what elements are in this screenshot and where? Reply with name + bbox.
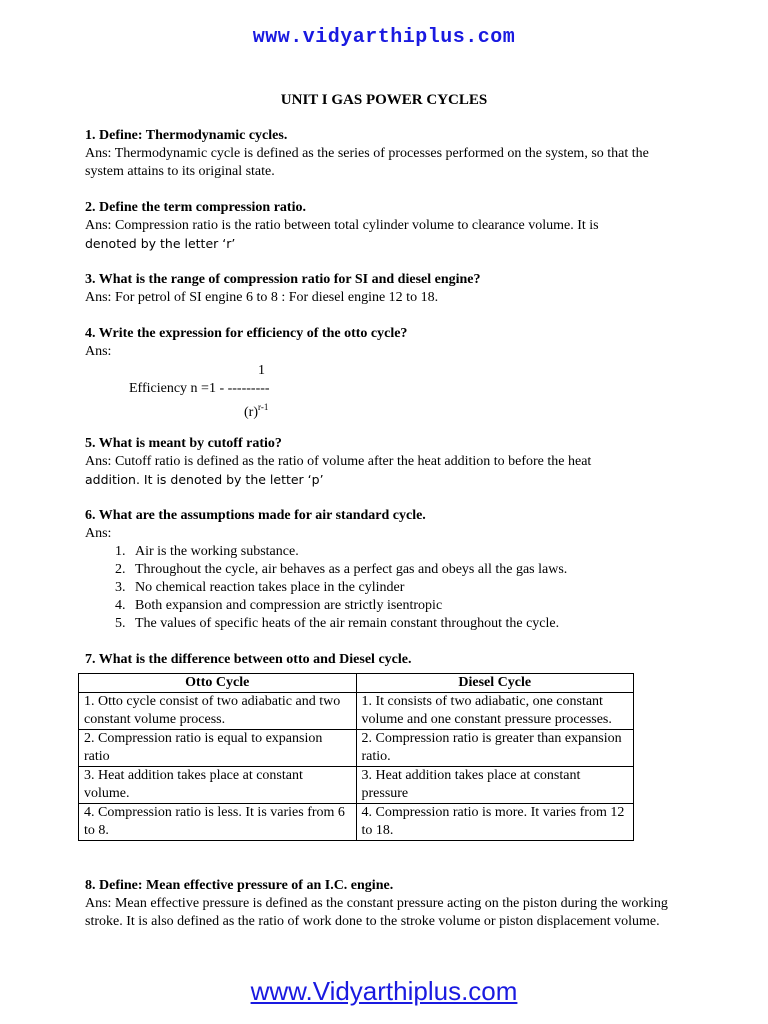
list-item: 4. Both expansion and compression are strictly isentropic — [129, 597, 685, 615]
column-header-otto: Otto Cycle — [79, 674, 357, 693]
table-cell: 4. Compression ratio is less. It is varies from 6 to 8. — [79, 804, 357, 841]
question-3 — [85, 271, 685, 307]
question-4-text: 4. Write the expression for efficiency of the otto cycle? — [85, 326, 408, 341]
question-5-text: 5. What is meant by cutoff ratio? — [85, 436, 282, 451]
page-title: UNIT I GAS POWER CYCLES — [280, 92, 488, 108]
table-cell: 2. Compression ratio is equal to expansion ratio — [79, 730, 357, 767]
footer-website-link[interactable]: www.Vidyarthiplus.com — [250, 976, 518, 1006]
question-7-text: 7. What is the difference between otto and Diesel cycle. — [85, 652, 412, 667]
question-8-text: 8. Define: Mean effective pressure of an I.C. engine. — [85, 878, 394, 893]
table-header-row — [79, 674, 634, 693]
table-row — [79, 767, 634, 804]
table-cell: 3. Heat addition takes place at constant volume. — [79, 767, 357, 804]
table-row — [79, 804, 634, 841]
table-cell: 4. Compression ratio is more. It varies from 12 to 18. — [356, 804, 634, 841]
otto-diesel-comparison-table — [78, 673, 634, 841]
list-item: 3. No chemical reaction takes place in the cylinder — [129, 579, 685, 597]
answer-6-label: Ans: — [85, 526, 112, 541]
question-2 — [85, 199, 685, 253]
answer-3-text: Ans: For petrol of SI engine 6 to 8 : For diesel engine 12 to 18. — [85, 290, 439, 305]
table-row — [79, 693, 634, 730]
table-cell: 1. Otto cycle consist of two adiabatic and two constant volume process. — [79, 693, 357, 730]
table-cell: 1. It consists of two adiabatic, one constant volume and one constant pressure processes. — [356, 693, 634, 730]
question-5 — [85, 435, 685, 489]
question-1-text: 1. Define: Thermodynamic cycles. — [85, 128, 288, 143]
list-item: 1. Air is the working substance. — [129, 543, 685, 561]
formula-exponent: r-1 — [258, 402, 269, 412]
answer-8-text: Ans: Mean effective pressure is defined as the constant pressure acting on the piston during the working stroke. It is also defined as the ratio of work done to the stroke volume or piston displacement volume. — [85, 896, 668, 929]
list-item: 5. The values of specific heats of the air remain constant throughout the cycle. — [129, 615, 685, 633]
question-7 — [85, 651, 685, 841]
question-6 — [85, 507, 685, 633]
header-website-link[interactable]: www.vidyarthiplus.com — [252, 26, 516, 49]
table-row — [79, 730, 634, 767]
question-8 — [85, 877, 685, 931]
question-4 — [85, 325, 685, 420]
answer-2-continuation: denoted by the letter ‘r’ — [85, 236, 236, 251]
formula-denominator-base: (r) — [244, 405, 258, 420]
question-1 — [85, 127, 685, 181]
question-6-text: 6. What are the assumptions made for air standard cycle. — [85, 508, 426, 523]
list-item: 2. Throughout the cycle, air behaves as a perfect gas and obeys all the gas laws. — [129, 561, 685, 579]
answer-5-continuation: addition. It is denoted by the letter ‘p’ — [85, 472, 324, 487]
column-header-diesel: Diesel Cycle — [356, 674, 634, 693]
table-cell: 2. Compression ratio is greater than expansion ratio. — [356, 730, 634, 767]
formula-numerator: 1 — [258, 363, 265, 378]
answer-2-text: Ans: Compression ratio is the ratio between total cylinder volume to clearance volume. It is — [85, 218, 599, 233]
answer-1-text: Ans: Thermodynamic cycle is defined as the series of processes performed on the system, so that the system attains to its original state. — [85, 146, 649, 179]
answer-5-text: Ans: Cutoff ratio is defined as the ratio of volume after the heat addition to before the heat — [85, 454, 592, 469]
formula-denominator — [244, 398, 268, 422]
answer-4-label: Ans: — [85, 344, 112, 359]
question-2-text: 2. Define the term compression ratio. — [85, 200, 306, 215]
table-cell: 3. Heat addition takes place at constant pressure — [356, 767, 634, 804]
question-3-text: 3. What is the range of compression ratio for SI and diesel engine? — [85, 272, 481, 287]
otto-efficiency-formula — [85, 361, 685, 420]
document-body — [85, 127, 685, 949]
formula-main: Efficiency n =1 - --------- — [129, 381, 270, 396]
assumptions-list — [85, 543, 685, 633]
